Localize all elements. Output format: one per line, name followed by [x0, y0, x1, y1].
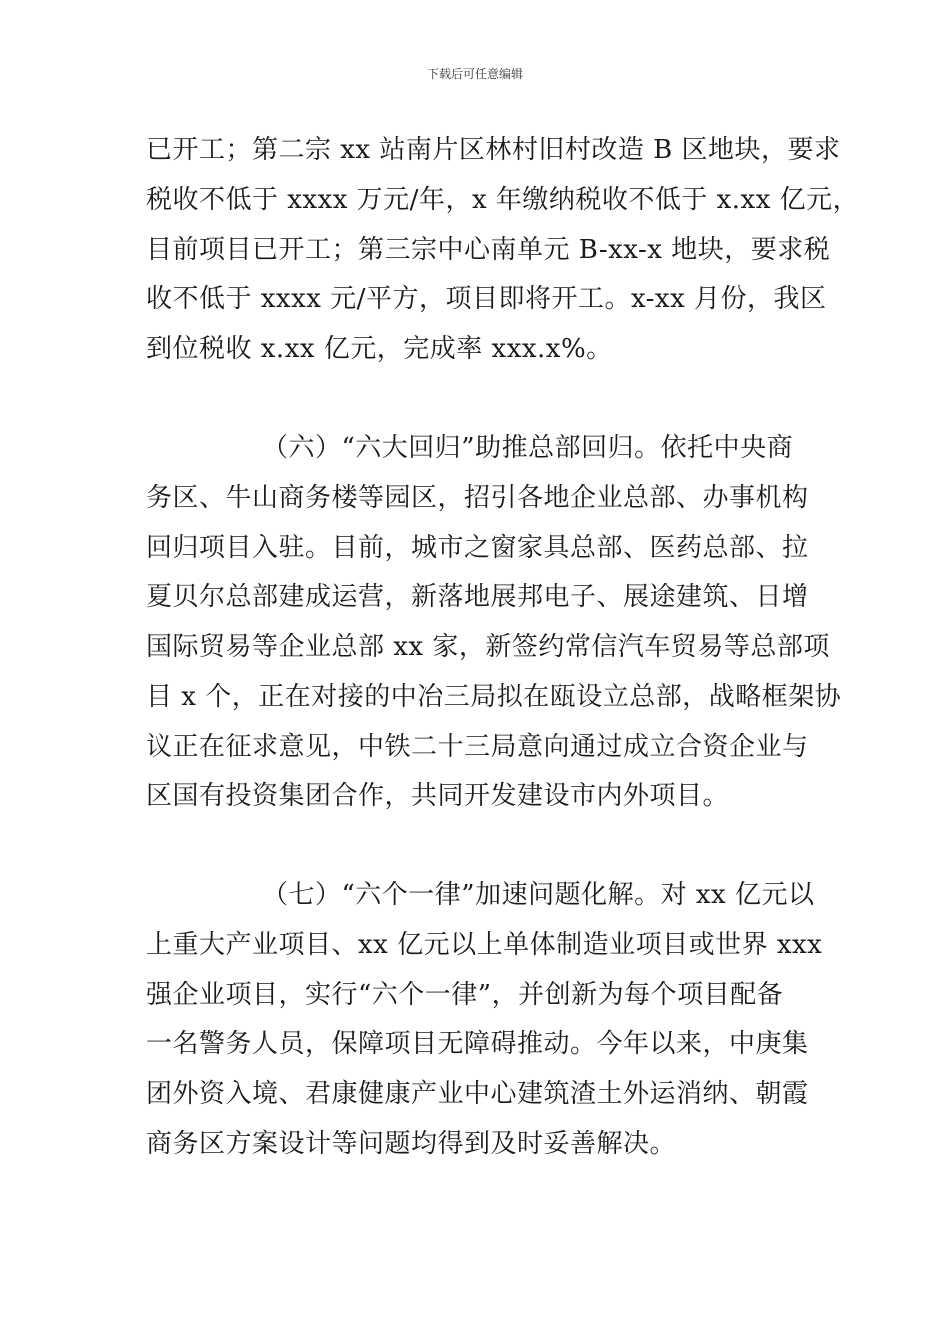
- text-line: 目 x 个，正在对接的中冶三局拟在瓯设立总部，战略框架协: [146, 682, 842, 712]
- text-line: 上重大产业项目、xx 亿元以上单体制造业项目或世界 xxx: [146, 930, 823, 960]
- text-line: 务区、牛山商务楼等园区，招引各地企业总部、办事机构: [146, 483, 809, 513]
- text-line: 已开工；第二宗 xx 站南片区林村旧村改造 B 区地块，要求: [146, 135, 841, 165]
- text-line: 一名警务人员，保障项目无障碍推动。今年以来，中庚集: [146, 1029, 809, 1059]
- text-line: 国际贸易等企业总部 xx 家，新签约常信汽车贸易等总部项: [146, 632, 830, 662]
- text-line: 区国有投资集团合作，共同开发建设市内外项目。: [146, 781, 730, 811]
- text-line: 回归项目入驻。目前，城市之窗家具总部、医药总部、拉: [146, 533, 809, 563]
- text-line: （六）“六大回归”助推总部回归。依托中央商: [262, 433, 794, 463]
- text-line: （七）“六个一律”加速问题化解。对 xx 亿元以: [262, 880, 815, 910]
- text-line: 税收不低于 xxxx 万元/年，x 年缴纳税收不低于 x.xx 亿元，: [146, 185, 860, 215]
- text-line: 团外资入境、君康健康产业中心建筑渣土外运消纳、朝霞: [146, 1079, 809, 1109]
- text-line: 收不低于 xxxx 元/平方，项目即将开工。x-xx 月份，我区: [146, 284, 827, 314]
- text-line: 夏贝尔总部建成运营，新落地展邦电子、展途建筑、日增: [146, 582, 809, 612]
- page-header-note: 下载后可任意编辑: [426, 67, 523, 81]
- text-line: 商务区方案设计等问题均得到及时妥善解决。: [146, 1129, 677, 1159]
- text-line: 强企业项目，实行“六个一律”，并创新为每个项目配备: [146, 980, 784, 1010]
- text-line: 议正在征求意见，中铁二十三局意向通过成立合资企业与: [146, 732, 809, 762]
- text-line: 到位税收 x.xx 亿元，完成率 xxx.x%。: [146, 334, 613, 364]
- text-line: 目前项目已开工；第三宗中心南单元 B-xx-x 地块，要求税: [146, 235, 831, 265]
